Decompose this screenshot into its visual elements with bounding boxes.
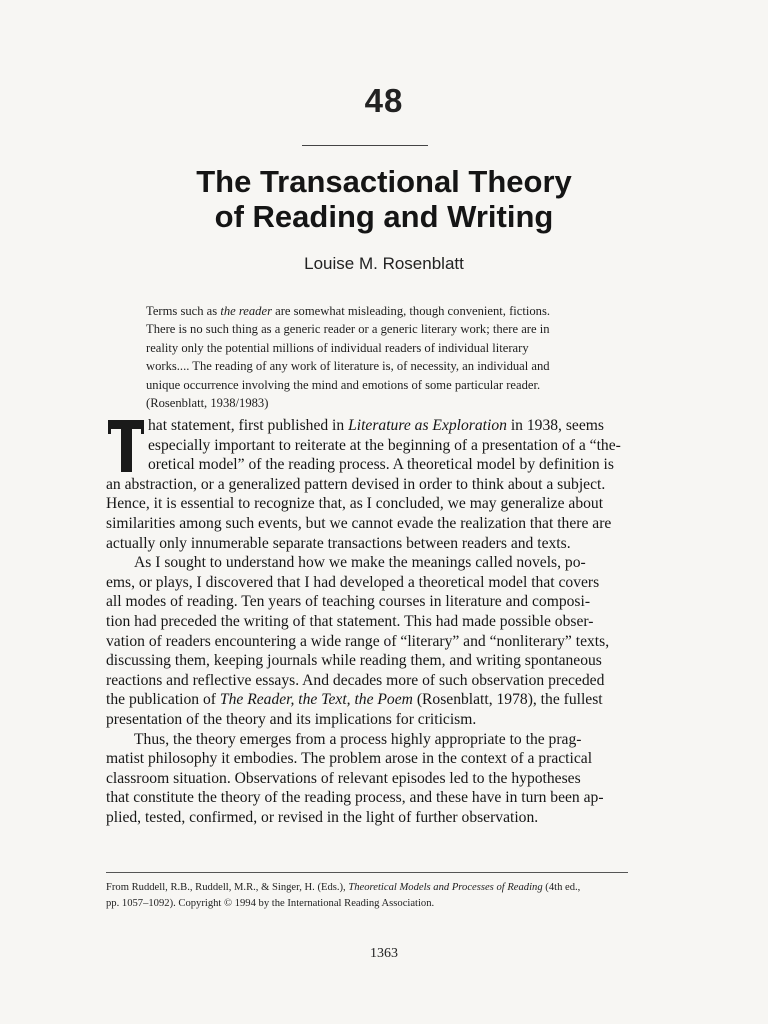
- body-text-run: the publication of: [106, 691, 220, 709]
- epigraph-line: unique occurrence involving the mind and emotions of some particular reader.: [146, 377, 541, 392]
- body-line: similarities among such events, but we cannot evade the realization that there are: [106, 514, 612, 532]
- source-footnote: [106, 880, 636, 912]
- body-line: discussing them, keeping journals while reading them, and writing spontaneous: [106, 652, 602, 670]
- footnote-book-title: Theoretical Models and Processes of Reading: [348, 882, 543, 893]
- body-line: that constitute the theory of the reading process, and these have in turn been ap-: [106, 789, 604, 807]
- book-title-italic: The Reader, the Text, the Poem: [219, 691, 413, 709]
- body-line: especially important to reiterate at the beginning of a presentation of a “the-: [148, 436, 621, 454]
- body-line: [106, 690, 632, 710]
- body-line: vation of readers encountering a wide range of “literary” and “nonliterary” texts,: [106, 632, 610, 650]
- body-line: an abstraction, or a generalized pattern devised in order to think about a subject.: [106, 475, 606, 493]
- chapter-title-line-1: The Transactional Theory: [196, 164, 572, 199]
- body-text-run: in 1938, seems: [506, 417, 604, 434]
- body-line: matist philosophy it embodies. The problem arose in the context of a practical: [106, 750, 593, 768]
- epigraph-italic-term: the reader: [220, 304, 272, 318]
- footnote-divider: [106, 872, 628, 873]
- body-line: oretical model” of the reading process. A theoretical model by definition is: [148, 456, 614, 474]
- body-line: [106, 416, 632, 436]
- epigraph-citation: (Rosenblatt, 1938/1983): [146, 396, 269, 411]
- epigraph-text: Terms such as: [146, 304, 221, 318]
- body-line: tion had preceded the writing of that statement. This had made possible obser-: [106, 612, 594, 630]
- epigraph-line: works.... The reading of any work of literature is, of necessity, an individual and: [146, 359, 550, 374]
- body-line: all modes of reading. Ten years of teaching courses in literature and composi-: [106, 593, 591, 611]
- body-line: Thus, the theory emerges from a process highly appropriate to the prag-: [134, 730, 582, 748]
- body-line: reactions and reflective essays. And decades more of such observation preceded: [106, 671, 605, 689]
- chapter-divider: [302, 145, 428, 146]
- body-text-run: (Rosenblatt, 1978), the fullest: [412, 691, 603, 709]
- chapter-number: 48: [364, 82, 404, 119]
- chapter-title-line-2: of Reading and Writing: [214, 199, 554, 234]
- epigraph-text: are somewhat misleading, though convenient, fictions.: [271, 304, 551, 318]
- footnote-line: [106, 880, 636, 896]
- body-line: Hence, it is essential to recognize that, as I concluded, we may generalize about: [106, 495, 604, 513]
- author-name: Louise M. Rosenblatt: [304, 254, 464, 273]
- book-title-italic: Literature as Exploration: [348, 417, 507, 434]
- epigraph-line: [146, 302, 596, 320]
- body-line: actually only innumerable separate transactions between readers and texts.: [106, 534, 571, 552]
- chapter-title: [0, 164, 768, 234]
- epigraph: [146, 302, 596, 412]
- body-text-run: hat statement, first published in: [148, 417, 349, 434]
- body-line: classroom situation. Observations of relevant episodes led to the hypotheses: [106, 769, 581, 787]
- body-line: As I sought to understand how we make the meanings called novels, po-: [134, 554, 586, 572]
- epigraph-line: reality only the potential millions of individual readers of individual literary: [146, 340, 529, 355]
- body-line: presentation of the theory and its implications for criticism.: [106, 710, 477, 728]
- footnote-line: pp. 1057–1092). Copyright © 1994 by the International Reading Association.: [106, 898, 435, 909]
- footnote-text: From Ruddell, R.B., Ruddell, M.R., & Singer, H. (Eds.),: [106, 882, 349, 893]
- body-line: ems, or plays, I discovered that I had developed a theoretical model that covers: [106, 573, 600, 591]
- footnote-text: (4th ed.,: [542, 882, 581, 893]
- body-line: plied, tested, confirmed, or revised in the light of further observation.: [106, 808, 539, 826]
- epigraph-line: There is no such thing as a generic reader or a generic literary work; there are in: [146, 322, 550, 337]
- body-text: [106, 416, 632, 827]
- page-number: 1363: [370, 946, 398, 961]
